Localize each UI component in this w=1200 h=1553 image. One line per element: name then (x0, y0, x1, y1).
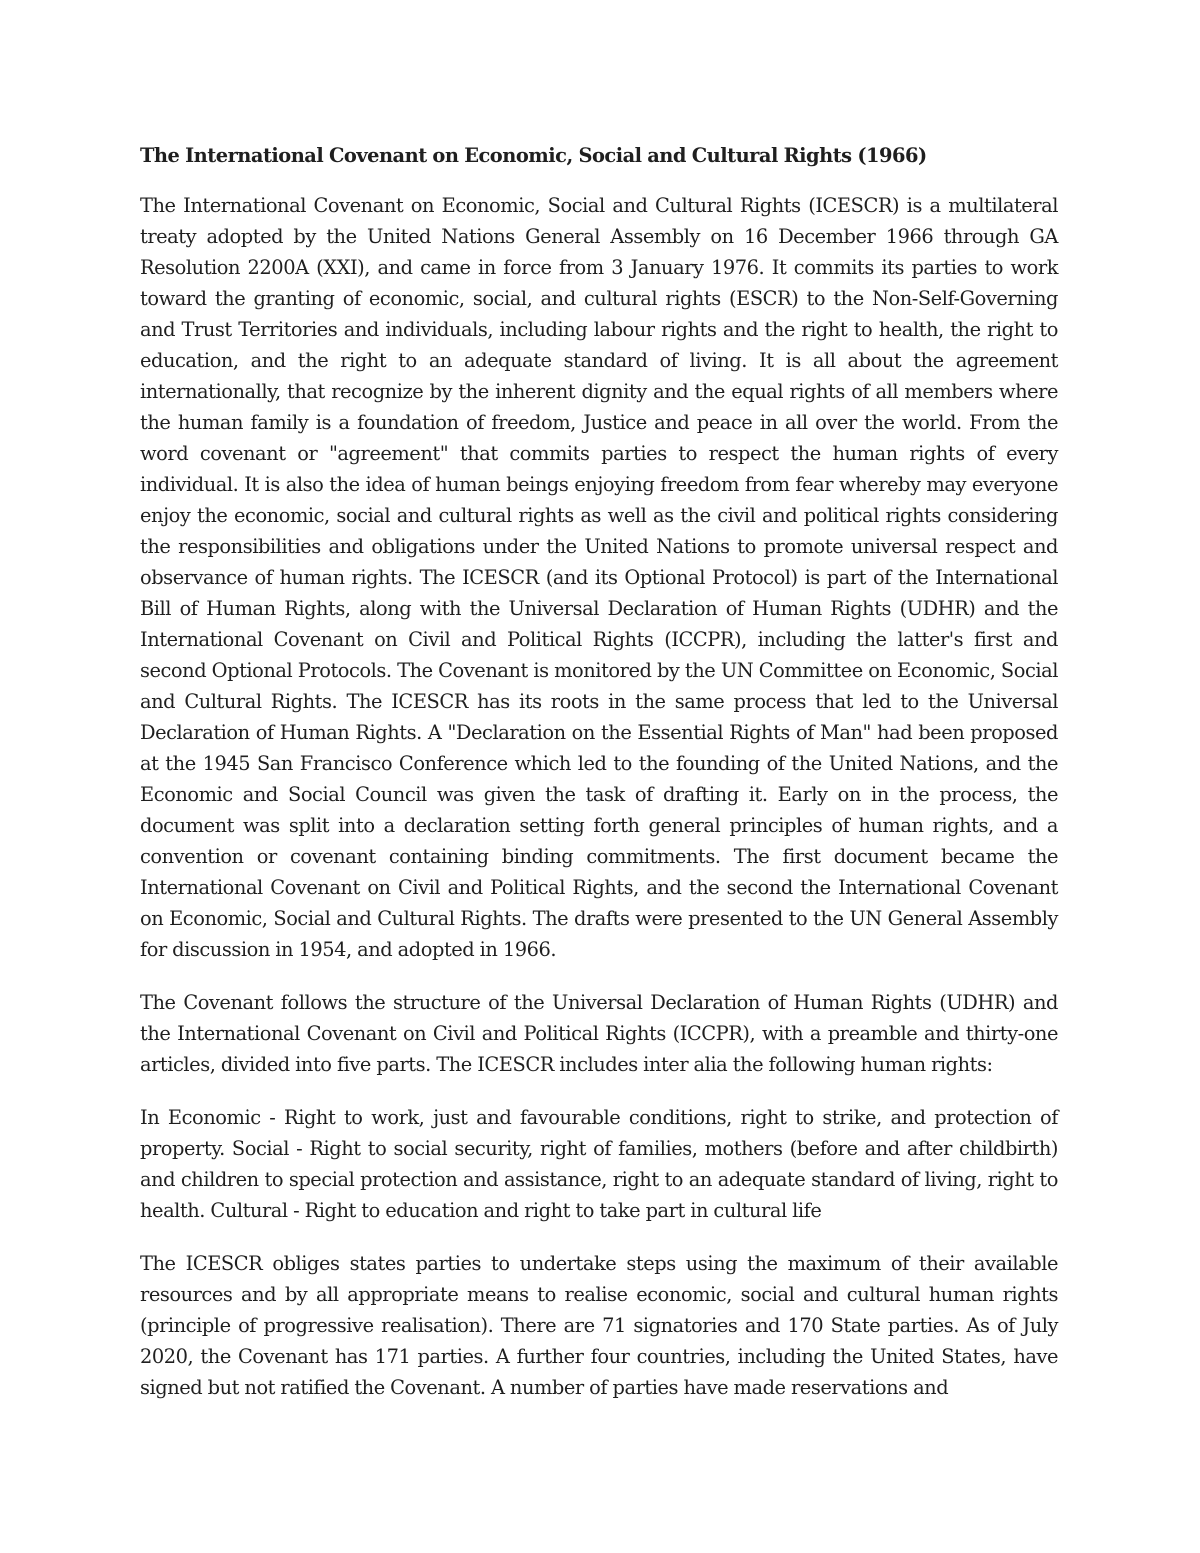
paragraph-obligations: The ICESCR obliges states parties to undertake steps using the maximum of their available resources and by all appropriate means to realise economic, social and cultural human rights (principle of progressive realisation). There are 71 signatories and 170 State parties. As of July 2020, the Covenant has 171 parties. A further four countries, including the United States, have signed but not ratified the Covenant. A number of parties have made reservations and (140, 1252, 1058, 1399)
paragraph-overview: The International Covenant on Economic, Social and Cultural Rights (ICESCR) is a multilateral treaty adopted by the United Nations General Assembly on 16 December 1966 through GA Resolution 2200A (XXI), and came in force from 3 January 1976. It commits its parties to work toward the granting of economic, social, and cultural rights (ESCR) to the Non-Self-Governing and Trust Territories and individuals, including labour rights and the right to health, the right to education, and the right to an adequate standard of living. It is all about the agreement internationally, that recognize by the inherent dignity and the equal rights of all members where the human family is a foundation of freedom, Justice and peace in all over the world. From the word covenant or "agreement" that commits parties to respect the human rights of every individual. It is also the idea of human beings enjoying freedom from fear whereby may everyone enjoy the economic, social and cultural rights as well as the civil and political rights considering the responsibilities and obligations under the United Nations to promote universal respect and observance of human rights. The ICESCR (and its Optional Protocol) is part of the International Bill of Human Rights, along with the Universal Declaration of Human Rights (UDHR) and the International Covenant on Civil and Political Rights (ICCPR), including the latter's first and second Optional Protocols. The Covenant is monitored by the UN Committee on Economic, Social and Cultural Rights. The ICESCR has its roots in the same process that led to the Universal Declaration of Human Rights. A "Declaration on the Essential Rights of Man" had been proposed at the 1945 San Francisco Conference which led to the founding of the United Nations, and the Economic and Social Council was given the task of drafting it. Early on in the process, the document was split into a declaration setting forth general principles of human rights, and a convention or covenant containing binding commitments. The first document became the International Covenant on Civil and Political Rights, and the second the International Covenant on Economic, Social and Cultural Rights. The drafts were presented to the UN General Assembly for discussion in 1954, and adopted in 1966. (140, 194, 1058, 961)
document-page (140, 140, 1058, 1403)
document-title: The International Covenant on Economic, Social and Cultural Rights (1966) (140, 144, 927, 167)
paragraph-rights-list: In Economic - Right to work, just and favourable conditions, right to strike, and protection of property. Social - Right to social security, right of families, mothers (before and after childbirth) and children to special protection and assistance, right to an adequate standard of living, right to health. Cultural - Right to education and right to take part in cultural life (140, 1106, 1058, 1222)
paragraph-structure: The Covenant follows the structure of the Universal Declaration of Human Rights (UDHR) and the International Covenant on Civil and Political Rights (ICCPR), with a preamble and thirty-one articles, divided into five parts. The ICESCR includes inter alia the following human rights: (140, 991, 1058, 1076)
